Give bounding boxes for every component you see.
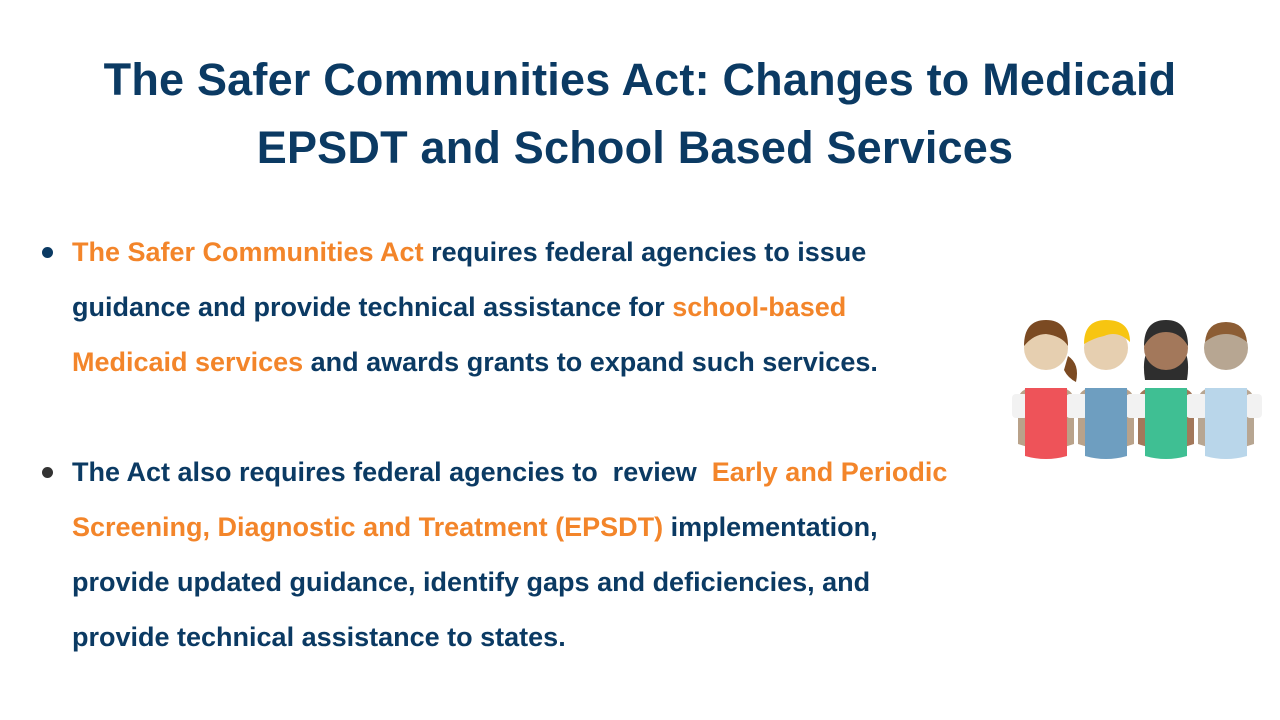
slide-title [0,46,1280,182]
group-of-children-icon [1012,312,1268,462]
bullet-1-segment-1: The Safer Communities Act [72,237,424,267]
bullet-2-segment-3: implementation, provide updated guidance, identify gaps and deficiencies, and provide technical assistance to states. [72,512,878,652]
bullet-2-segment-1: The Act also requires federal agencies to review [72,457,712,487]
bullet-dot-icon [42,247,53,258]
bullet-item-1 [40,225,960,390]
child-3-icon [1132,320,1202,459]
title-line-1: The Safer Communities Act: Changes to Medicaid [103,54,1177,105]
bullet-list [40,225,960,665]
child-2-icon [1072,320,1142,459]
bullet-2-segment-2: Early and Periodic Screening, Diagnostic and Treatment (EPSDT) [72,457,948,542]
child-4-icon [1192,322,1262,459]
bullet-1-segment-4: and awards grants to expand such services. [303,347,878,377]
bullet-item-2 [40,445,960,665]
bullet-dot-icon [42,467,53,478]
bullet-1-segment-3: school-based Medicaid services [72,292,847,377]
child-1-icon [1012,320,1082,459]
bullet-1-segment-2: requires federal agencies to issue guidance and provide technical assistance for [72,237,867,322]
title-line-2: EPSDT and School Based Services [256,122,1014,173]
